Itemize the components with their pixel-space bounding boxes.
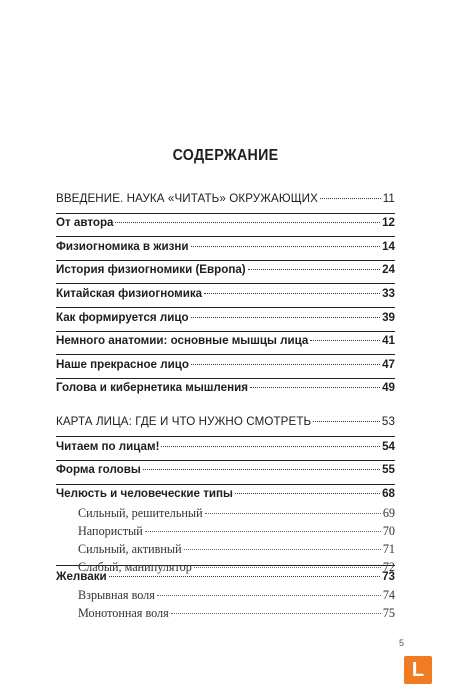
dot-leader: [320, 198, 381, 199]
dot-leader: [313, 421, 380, 422]
dot-leader: [204, 293, 380, 294]
separator-line: [56, 436, 395, 437]
toc-entry-title: Напористый: [78, 524, 143, 538]
toc-entry-page: 24: [382, 263, 395, 276]
toc-entry-title: Слабый, манипулятор: [78, 560, 192, 574]
separator-line: [56, 460, 395, 461]
toc-entry-page: 54: [382, 440, 395, 453]
toc-entry-page: 70: [382, 524, 395, 538]
toc-entry[interactable]: [56, 334, 395, 347]
separator-line: [56, 236, 395, 237]
toc-entry-title: От автора: [56, 216, 114, 229]
dot-leader: [109, 576, 380, 577]
toc-entry-page: 53: [381, 415, 395, 428]
toc-entry-page: 12: [382, 216, 395, 229]
toc-entry-title: Китайская физиогномика: [56, 287, 203, 300]
toc-entry-title: Монотонная воля: [78, 606, 169, 620]
toc-entry-title: История физиогномики (Европа): [56, 263, 246, 276]
toc-entry-page: 33: [382, 287, 395, 300]
toc-entry-title: Сильный, активный: [78, 542, 182, 556]
toc-subentry[interactable]: [56, 506, 395, 521]
toc-entry-title: Взрывная воля: [78, 588, 155, 602]
dot-leader: [184, 549, 381, 550]
publisher-logo-icon[interactable]: [404, 656, 432, 684]
dot-leader: [194, 567, 381, 568]
dot-leader: [161, 446, 380, 447]
toc-entry[interactable]: [56, 463, 395, 476]
dot-leader: [115, 222, 380, 223]
logo-letter: L: [411, 659, 425, 681]
separator-line: [56, 213, 395, 214]
toc-entry[interactable]: [56, 487, 395, 500]
toc-entry-title: Наше прекрасное лицо: [56, 358, 189, 371]
separator-line: [56, 354, 395, 355]
dot-leader: [248, 269, 380, 270]
toc-entry-title: КАРТА ЛИЦА: ГДЕ И ЧТО НУЖНО СМОТРЕТЬ: [56, 415, 312, 428]
toc-entry-title: Физиогномика в жизни: [56, 240, 189, 253]
toc-entry[interactable]: [56, 358, 395, 371]
toc-entry-page: 74: [382, 588, 395, 602]
separator-line: [56, 378, 395, 379]
separator-line: [56, 307, 395, 308]
toc-entry[interactable]: [56, 263, 395, 276]
toc-entry-page: 75: [382, 606, 395, 620]
dot-leader: [250, 387, 380, 388]
toc-entry-page: 73: [382, 570, 395, 583]
page-number: 5: [398, 638, 404, 648]
dot-leader: [235, 493, 380, 494]
dot-leader: [143, 469, 380, 470]
toc-entry[interactable]: [56, 287, 395, 300]
toc-subentry[interactable]: [56, 606, 395, 621]
dot-leader: [310, 340, 380, 341]
toc-section[interactable]: [56, 192, 395, 205]
toc-section[interactable]: [56, 415, 395, 428]
separator-line: [56, 484, 395, 485]
separator-line: [56, 331, 395, 332]
dot-leader: [157, 595, 381, 596]
toc-entry[interactable]: [56, 240, 395, 253]
toc-entry-title: Челюсть и человеческие типы: [56, 487, 233, 500]
dot-leader: [145, 531, 381, 532]
toc-entry-title: Читаем по лицам!: [56, 440, 160, 453]
toc-entry-page: 39: [382, 311, 395, 324]
toc-entry-title: Немного анатомии: основные мышцы лица: [56, 334, 309, 347]
toc-entry-page: 69: [382, 506, 395, 520]
toc-entry-title: Сильный, решительный: [78, 506, 203, 520]
toc-subentry[interactable]: [56, 588, 395, 603]
page-title: СОДЕРЖАНИЕ: [172, 147, 279, 164]
toc-entry-page: 55: [382, 463, 395, 476]
toc-entry[interactable]: [56, 440, 395, 453]
toc-entry-title: Голова и кибернетика мышления: [56, 381, 248, 394]
toc-entry-page: 47: [382, 358, 395, 371]
toc-entry-page: 11: [382, 192, 395, 205]
toc-entry-title: Желваки: [56, 570, 107, 583]
toc-entry[interactable]: [56, 570, 395, 583]
toc-entry-title: Форма головы: [56, 463, 141, 476]
toc-entry[interactable]: [56, 381, 395, 394]
toc-entry-title: ВВЕДЕНИЕ. НАУКА «ЧИТАТЬ» ОКРУЖАЮЩИХ: [56, 192, 318, 205]
dot-leader: [205, 513, 381, 514]
separator-line: [56, 283, 395, 284]
toc-entry-page: 71: [382, 542, 395, 556]
toc-subentry[interactable]: [56, 524, 395, 539]
toc-entry-page: 72: [382, 560, 395, 574]
toc-entry-page: 68: [382, 487, 395, 500]
toc-entry-title: Как формируется лицо: [56, 311, 189, 324]
toc-entry-page: 14: [382, 240, 395, 253]
toc-entry[interactable]: [56, 216, 395, 229]
toc-entry-page: 41: [382, 334, 395, 347]
toc-entry-page: 49: [382, 381, 395, 394]
dot-leader: [191, 364, 380, 365]
dot-leader: [171, 613, 381, 614]
dot-leader: [191, 246, 381, 247]
separator-line: [56, 260, 395, 261]
dot-leader: [191, 317, 381, 318]
toc-entry[interactable]: [56, 311, 395, 324]
toc-subentry[interactable]: [56, 542, 395, 557]
